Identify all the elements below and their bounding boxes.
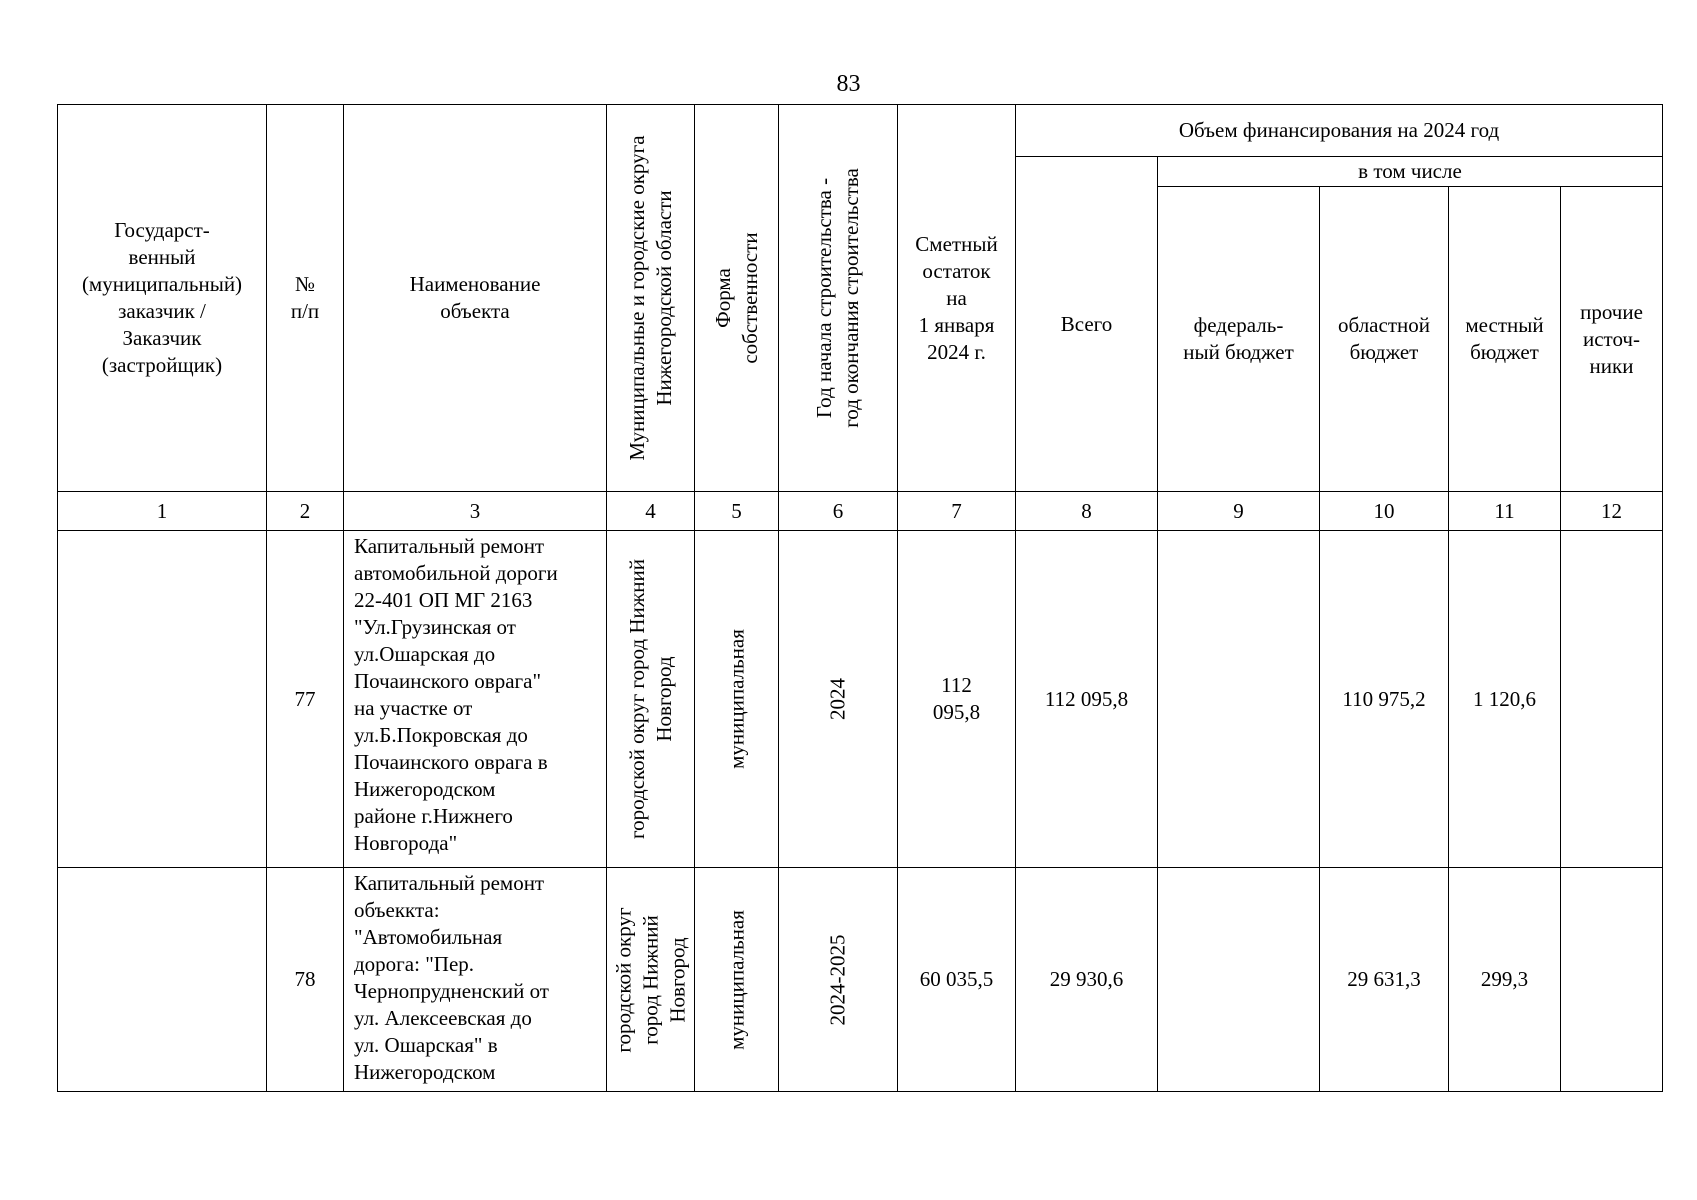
column-number: 7 [898,492,1016,531]
column-number: 1 [58,492,267,531]
estimate-cell: 112 095,8 [898,531,1016,868]
column-number: 11 [1449,492,1561,531]
object-name-cell: Капитальный ремонт автомобильной дороги 22-401 ОП МГ 2163 "Ул.Грузинская от ул.Ошарская до Почаинского оврага" на участке от ул.Б.Покровская до Почаинского оврага в Нижегородском районе г.Нижнего Новгорода" [344,531,607,868]
header-including: в том числе [1158,157,1663,187]
header-local: местный бюджет [1449,187,1561,492]
header-federal: федераль- ный бюджет [1158,187,1320,492]
federal-cell [1158,531,1320,868]
header-customer: Государст- венный (муниципальный) заказчик / Заказчик (застройщик) [58,105,267,492]
header-estimate: Сметный остаток на 1 января 2024 г. [898,105,1016,492]
table-row [58,531,1663,868]
other-cell [1561,868,1663,1092]
header-years: Год начала строительства - год окончания строительства [779,105,898,492]
customer-cell [58,868,267,1092]
header-number: № п/п [267,105,344,492]
table-row [58,868,1663,1092]
column-number: 5 [695,492,779,531]
header-other: прочие источ- ники [1561,187,1663,492]
row-number: 78 [267,868,344,1092]
header-ownership: Форма собственности [695,105,779,492]
federal-cell [1158,868,1320,1092]
total-cell: 112 095,8 [1016,531,1158,868]
column-number: 8 [1016,492,1158,531]
column-number: 10 [1320,492,1449,531]
customer-cell [58,531,267,868]
header-total: Всего [1016,157,1158,492]
estimate-cell: 60 035,5 [898,868,1016,1092]
local-cell: 1 120,6 [1449,531,1561,868]
header-financing: Объем финансирования на 2024 год [1016,105,1663,157]
local-cell: 299,3 [1449,868,1561,1092]
regional-cell: 29 631,3 [1320,868,1449,1092]
years-cell: 2024-2025 [779,868,898,1092]
column-number: 6 [779,492,898,531]
years-cell: 2024 [779,531,898,868]
column-number: 3 [344,492,607,531]
column-number: 2 [267,492,344,531]
municipality-cell: городской округ город Нижний Новгород [607,868,695,1092]
ownership-cell: муниципальная [695,868,779,1092]
financing-table [57,104,1663,1092]
header-municipality: Муниципальные и городские округа Нижегородской области [607,105,695,492]
municipality-cell: городской округ город Нижний Новгород [607,531,695,868]
column-number: 4 [607,492,695,531]
total-cell: 29 930,6 [1016,868,1158,1092]
page-number: 83 [836,71,861,97]
ownership-cell: муниципальная [695,531,779,868]
column-number: 9 [1158,492,1320,531]
header-object-name: Наименование объекта [344,105,607,492]
object-name-cell: Капитальный ремонт объеккта: "Автомобильная дорога: "Пер. Чернопрудненский от ул. Алексеевская до ул. Ошарская" в Нижегородском [344,868,607,1092]
regional-cell: 110 975,2 [1320,531,1449,868]
column-number: 12 [1561,492,1663,531]
row-number: 77 [267,531,344,868]
other-cell [1561,531,1663,868]
header-regional: областной бюджет [1320,187,1449,492]
